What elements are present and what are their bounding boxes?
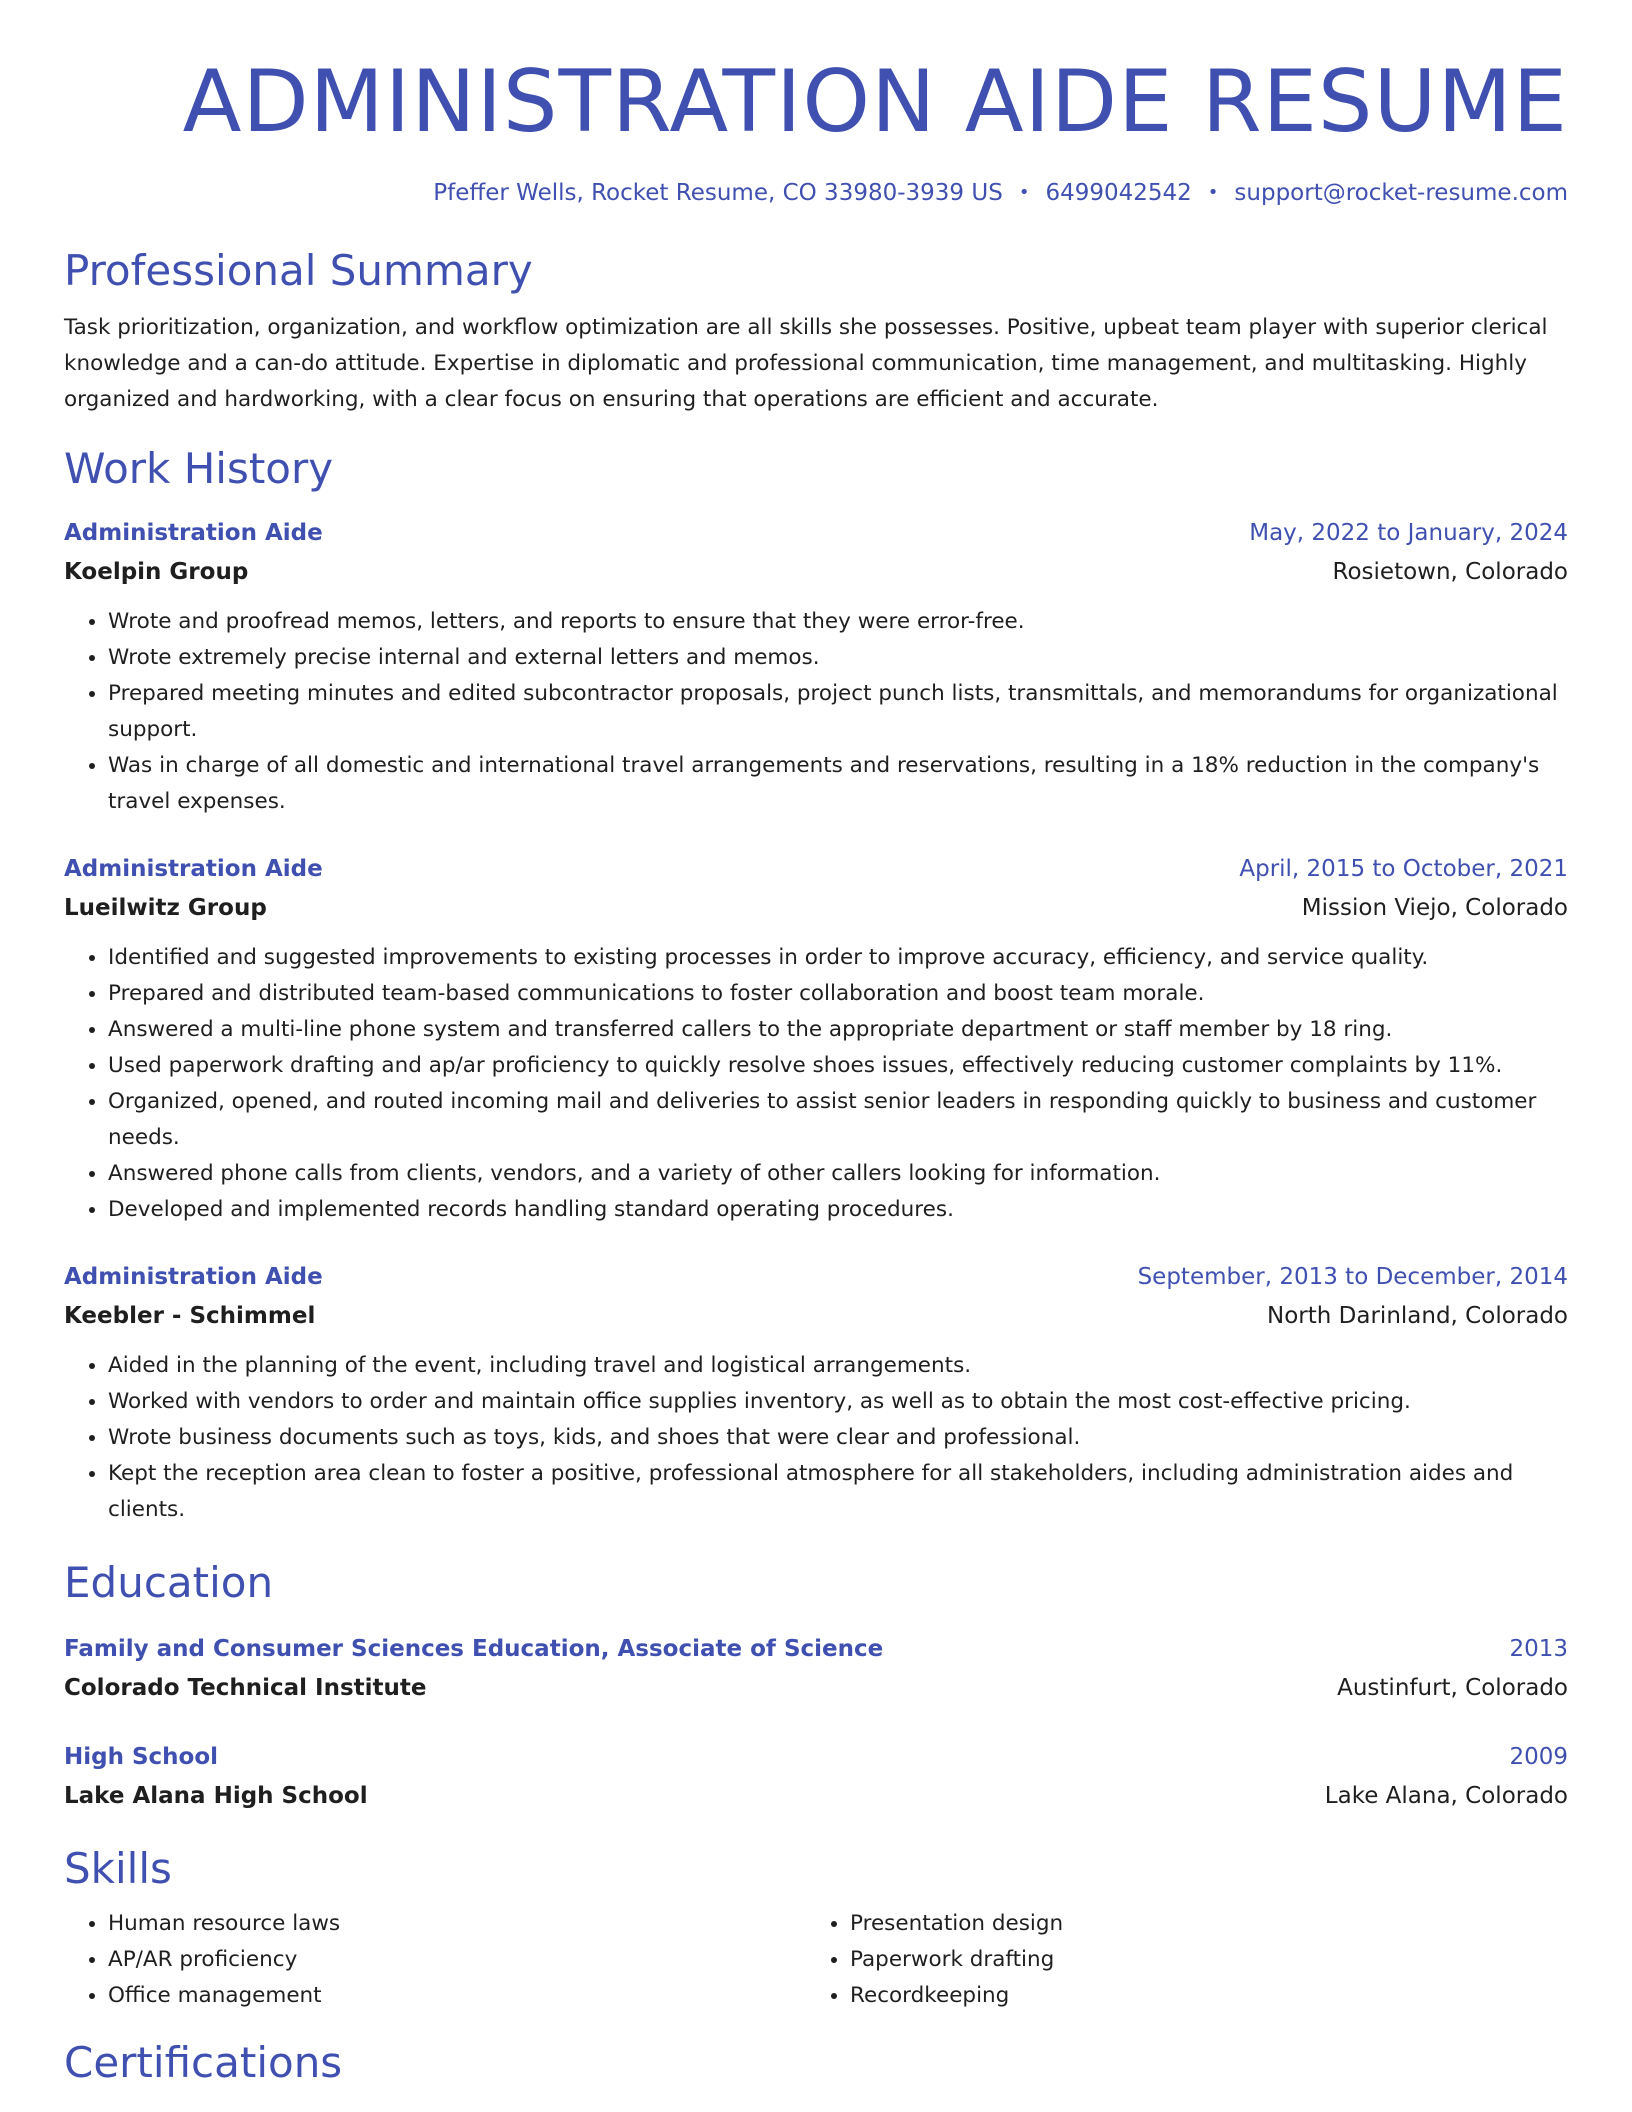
list-item: • Used paperwork drafting and ap/ar proficiency to quickly resolve shoes issues, effectively reducing customer complaints by 11%. [108,1048,1568,1084]
job-header-row [64,850,1568,888]
job-dates: September, 2013 to December, 2014 [1137,1264,1568,1290]
education-school-row [64,1776,1568,1816]
job-header-row [64,514,1568,552]
list-item: • Answered a multi-line phone system and transferred callers to the appropriate department or staff member by 18 ring. [108,1012,1568,1048]
skill-item: • Presentation design [850,1906,1550,1942]
job-dates: May, 2022 to January, 2024 [1249,520,1568,546]
list-item: • Answered phone calls from clients, vendors, and a variety of other callers looking for information. [108,1156,1568,1192]
job-bullets [64,1348,1568,1528]
education-degree: High School [64,1744,219,1770]
job-entry [64,514,1568,820]
job-bullets [64,940,1568,1228]
job-bullets [64,604,1568,820]
education-location: Austinfurt, Colorado [1337,1675,1568,1701]
list-item: • Wrote business documents such as toys, kids, and shoes that were clear and professional. [108,1420,1568,1456]
summary-text: Task prioritization, organization, and workflow optimization are all skills she possesses. Positive, upbeat team player with superior clerical knowledge and a can-do attitude. Expertise in diplomatic and professional communication, time management, and multitasking. Highly organized and hardworking, with a clear focus on ensuring that operations are efficient and accurate. [64,315,1548,412]
job-company-row [64,1296,1568,1336]
skills-column-left [64,1906,806,2014]
list-item: • Wrote extremely precise internal and external letters and memos. [108,640,1568,676]
contact-phone: 6499042542 [1045,180,1192,206]
skills-column-right [806,1906,1550,2014]
list-item: • Organized, opened, and routed incoming mail and deliveries to assist senior leaders in responding quickly to business and customer needs. [108,1084,1568,1156]
education-school: Colorado Technical Institute [64,1675,427,1701]
skill-item: • AP/AR proficiency [108,1942,806,1978]
separator-dot: • [1018,182,1030,203]
contact-address: Pfeffer Wells, Rocket Resume, CO 33980-3939 US [433,180,1003,206]
education-school-row [64,1668,1568,1708]
job-location: North Darinland, Colorado [1267,1303,1568,1329]
job-company-row [64,888,1568,928]
education-year: 2009 [1509,1744,1568,1770]
page-title: ADMINISTRATION AIDE RESUME [182,52,1568,152]
section-title-summary: Professional Summary [64,246,533,295]
work-history-list [64,514,1568,1528]
list-item: • Aided in the planning of the event, including travel and logistical arrangements. [108,1348,1568,1384]
job-title: Administration Aide [64,1264,323,1290]
list-item: • Prepared and distributed team-based communications to foster collaboration and boost team morale. [108,976,1568,1012]
contact-email[interactable]: support@rocket-resume.com [1234,180,1568,206]
education-school: Lake Alana High School [64,1783,368,1809]
section-title-education: Education [64,1558,274,1607]
list-item: • Identified and suggested improvements to existing processes in order to improve accuracy, efficiency, and service quality. [108,940,1568,976]
job-title: Administration Aide [64,856,323,882]
job-company-row [64,552,1568,592]
list-item: • Prepared meeting minutes and edited subcontractor proposals, project punch lists, transmittals, and memorandums for organizational support. [108,676,1568,748]
section-title-certifications: Certifications [64,2038,343,2087]
job-company: Lueilwitz Group [64,895,267,921]
section-title-skills: Skills [64,1844,172,1893]
education-location: Lake Alana, Colorado [1324,1783,1568,1809]
job-company: Koelpin Group [64,559,249,585]
skills-list [64,1906,1568,2014]
education-header-row [64,1630,1568,1668]
job-location: Rosietown, Colorado [1332,559,1568,585]
education-entry [64,1630,1568,1708]
skill-item: • Paperwork drafting [850,1942,1550,1978]
job-company: Keebler - Schimmel [64,1303,316,1329]
list-item: • Wrote and proofread memos, letters, and reports to ensure that they were error-free. [108,604,1568,640]
list-item: • Kept the reception area clean to foster a positive, professional atmosphere for all stakeholders, including administration aides and clients. [108,1456,1568,1528]
skill-item: • Human resource laws [108,1906,806,1942]
job-entry [64,850,1568,1228]
job-dates: April, 2015 to October, 2021 [1239,856,1568,882]
job-title: Administration Aide [64,520,323,546]
education-year: 2013 [1509,1636,1568,1662]
job-entry [64,1258,1568,1528]
resume-header [64,52,1568,208]
education-degree: Family and Consumer Sciences Education, Associate of Science [64,1636,884,1662]
job-header-row [64,1258,1568,1296]
job-location: Mission Viejo, Colorado [1301,895,1568,921]
list-item: • Developed and implemented records handling standard operating procedures. [108,1192,1568,1228]
skill-item: • Office management [108,1978,806,2014]
list-item: • Was in charge of all domestic and international travel arrangements and reservations, resulting in a 18% reduction in the company's travel expenses. [108,748,1568,820]
section-title-work-history: Work History [64,444,334,493]
education-entry [64,1738,1568,1816]
skill-item: • Recordkeeping [850,1978,1550,2014]
education-header-row [64,1738,1568,1776]
contact-line [64,178,1568,208]
list-item: • Worked with vendors to order and maintain office supplies inventory, as well as to obtain the most cost-effective pricing. [108,1384,1568,1420]
resume-page [64,52,1568,2090]
education-list [64,1630,1568,1816]
separator-dot: • [1207,182,1219,203]
